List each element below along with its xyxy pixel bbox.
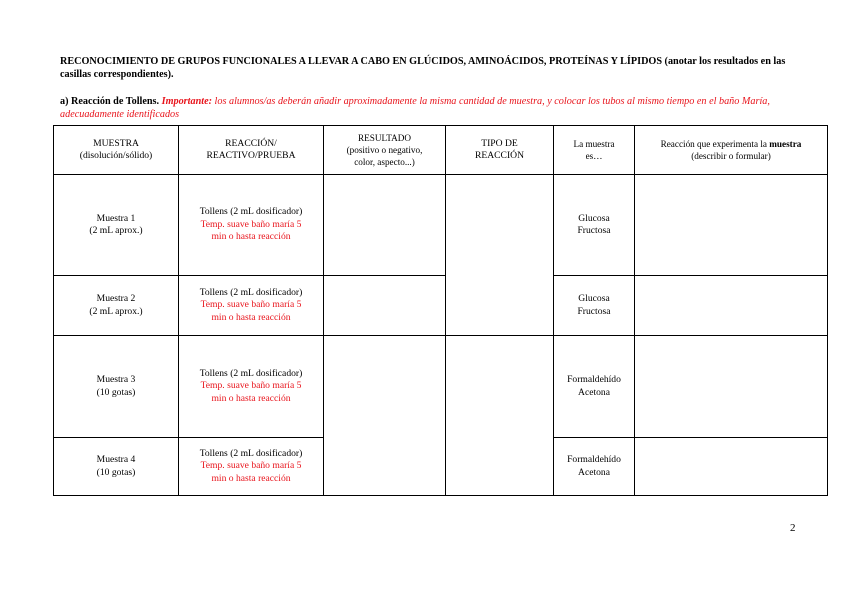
important-note: los alumnos/as deberán añadir aproximadamente la misma cantidad de muestra, y colocar los tubos al mismo tiempo en el baño María, adecuadamente identificados [60, 96, 770, 120]
reaccion-experimenta-cell[interactable] [635, 438, 828, 496]
muestra-cell: Muestra 1 (2 mL aprox.) [54, 175, 179, 276]
table-row [54, 276, 828, 336]
reactivo-cell: Tollens (2 mL dosificador) Temp. suave baño maría 5 min o hasta reacción [179, 175, 324, 276]
page-number: 2 [790, 522, 796, 534]
resultado-cell[interactable] [324, 336, 446, 496]
header-tipo-reaccion: TIPO DE REACCIÓN [446, 126, 554, 175]
la-muestra-es-cell: Glucosa Fructosa [554, 276, 635, 336]
reactivo-cell: Tollens (2 mL dosificador) Temp. suave baño maría 5 min o hasta reacción [179, 438, 324, 496]
section-heading [60, 95, 820, 121]
table-row [54, 336, 828, 438]
header-reaccion: REACCIÓN/ REACTIVO/PRUEBA [179, 126, 324, 175]
header-la-muestra-es: La muestra es… [554, 126, 635, 175]
header-row [54, 126, 828, 175]
muestra-cell: Muestra 2 (2 mL aprox.) [54, 276, 179, 336]
header-reaccion-experimenta: Reacción que experimenta la muestra (describir o formular) [635, 126, 828, 175]
tipo-reaccion-cell[interactable] [446, 175, 554, 336]
reaccion-experimenta-cell[interactable] [635, 336, 828, 438]
resultado-cell[interactable] [324, 175, 446, 276]
muestra-cell: Muestra 4 (10 gotas) [54, 438, 179, 496]
important-label: Importante: [161, 96, 212, 107]
la-muestra-es-cell: Formaldehído Acetona [554, 336, 635, 438]
document-title: RECONOCIMIENTO DE GRUPOS FUNCIONALES A LLEVAR A CABO EN GLÚCIDOS, AMINOÁCIDOS, PROTEÍNAS Y LÍPIDOS (anotar los resultados en las casillas correspondientes). [60, 56, 786, 80]
reactivo-cell: Tollens (2 mL dosificador) Temp. suave baño maría 5 min o hasta reacción [179, 336, 324, 438]
header-resultado: RESULTADO (positivo o negativo, color, aspecto...) [324, 126, 446, 175]
la-muestra-es-cell: Formaldehído Acetona [554, 438, 635, 496]
header-muestra: MUESTRA (disolución/sólido) [54, 126, 179, 175]
reaccion-experimenta-cell[interactable] [635, 175, 828, 276]
muestra-cell: Muestra 3 (10 gotas) [54, 336, 179, 438]
reactivo-cell: Tollens (2 mL dosificador) Temp. suave baño maría 5 min o hasta reacción [179, 276, 324, 336]
resultado-cell[interactable] [324, 276, 446, 336]
reaccion-experimenta-cell[interactable] [635, 276, 828, 336]
results-table [53, 125, 828, 496]
section-title: a) Reacción de Tollens. [60, 96, 160, 107]
tipo-reaccion-cell[interactable] [446, 336, 554, 496]
la-muestra-es-cell: Glucosa Fructosa [554, 175, 635, 276]
table-row [54, 175, 828, 276]
